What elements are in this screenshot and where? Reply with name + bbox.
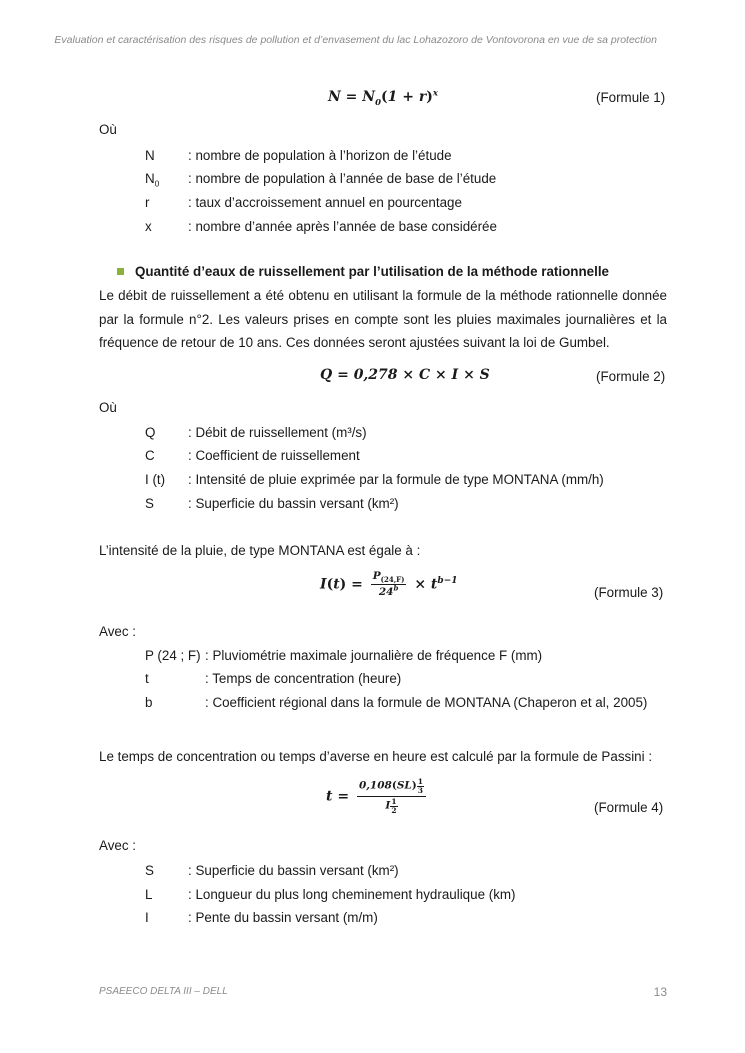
formula-1-label: (Formule 1) (596, 90, 666, 105)
page-number: 13 (653, 985, 667, 999)
square-bullet-icon (117, 268, 124, 275)
variable-definition: : Superficie du bassin versant (km²) (188, 863, 399, 878)
variable-definition: : Superficie du bassin versant (km²) (188, 496, 399, 511)
section-paragraph: Le débit de ruissellement a été obtenu en utilisant la formule de la méthode rationnelle donnée par la formule n°2. Les valeurs prises en compte sont les pluies maximales journalières et la fréquence de retour de 10 ans. Ces données seront ajustées suivant la loi de Gumbel. (99, 288, 667, 350)
variable-definition: : Coefficient de ruissellement (188, 448, 360, 463)
variable-symbol: N (145, 148, 155, 163)
formula-1-equation: $N = N_0(1 + r)^x$ (328, 88, 438, 108)
variable-definition: : Débit de ruissellement (m³/s) (188, 425, 367, 440)
variable-definition: : nombre de population à l’année de base de l’étude (188, 171, 497, 186)
variable-symbol: I (145, 910, 149, 925)
variable-symbol: I (t) (145, 472, 166, 487)
variable-symbol: r (145, 195, 150, 210)
formula-4-fraction: 0,108(SL) $\frac{1}{3}$ I $\frac{1}{2}$ (357, 778, 426, 815)
formula-3-intro: Avec : (99, 624, 136, 639)
running-header: Evaluation et caractérisation des risques de pollution et d’envasement du lac Lohazozoro de Vontovorona en vue de sa protection (54, 34, 657, 46)
variable-definition: : Temps de concentration (heure) (205, 671, 402, 686)
formula-2-equation: Q = 0,278 × C × I × S (320, 367, 490, 383)
variable-definition: : Longueur du plus long cheminement hydraulique (km) (188, 887, 516, 902)
variable-definition: : Coefficient régional dans la formule de MONTANA (Chaperon et al, 2005) (205, 695, 648, 710)
variable-definition: : nombre de population à l’horizon de l’étude (188, 148, 452, 163)
formula-2-label: (Formule 2) (596, 369, 666, 384)
variable-symbol: L (145, 887, 153, 902)
footer-project-name: PSAEECO DELTA III – DELL (99, 986, 228, 997)
formula-2-coefficient: 0,278 (353, 367, 398, 383)
formula-4-equation: t = 0,108(SL) $\frac{1}{3}$ I $\frac{1}{2}$ (326, 778, 429, 815)
variable-definition: : nombre d’année après l’année de base considérée (188, 219, 497, 234)
formula-3-label: (Formule 3) (594, 585, 664, 600)
formula-4-intro: Avec : (99, 838, 136, 853)
formula-4-intro-sentence: Le temps de concentration ou temps d’averse en heure est calculé par la formule de Passini : (99, 749, 653, 764)
variable-symbol: b (145, 695, 153, 710)
formula-1-intro: Où (99, 122, 117, 137)
formula-4-label: (Formule 4) (594, 800, 664, 815)
formula-4-coefficient: 0,108 (358, 779, 392, 792)
variable-symbol: t (145, 671, 149, 686)
variable-symbol: S (145, 496, 154, 511)
variable-symbol: $N_0$ (145, 171, 160, 189)
variable-symbol: S (145, 863, 154, 878)
formula-3-fraction: $\frac{P_{(24,F)}}{24^b}$ (372, 570, 405, 598)
formula-3-equation: I(t) = $\frac{P_{(24,F)}}{24^b}$ × $t^{b-1}$ (320, 570, 458, 598)
variable-definition: : taux d’accroissement annuel en pourcentage (188, 195, 462, 210)
variable-definition: : Pluviométrie maximale journalière de fréquence F (mm) (205, 648, 543, 663)
variable-symbol: x (145, 219, 152, 234)
formula-2-intro: Où (99, 400, 117, 415)
variable-symbol: C (145, 448, 155, 463)
formula-3-intro-sentence: L’intensité de la pluie, de type MONTANA est égale à : (99, 543, 421, 558)
section-title: Quantité d’eaux de ruissellement par l’utilisation de la méthode rationnelle (135, 264, 609, 279)
variable-symbol: Q (145, 425, 156, 440)
variable-definition: : Intensité de pluie exprimée par la formule de type MONTANA (mm/h) (188, 472, 604, 487)
variable-definition: : Pente du bassin versant (m/m) (188, 910, 378, 925)
variable-symbol: P (24 ; F) (145, 648, 201, 663)
